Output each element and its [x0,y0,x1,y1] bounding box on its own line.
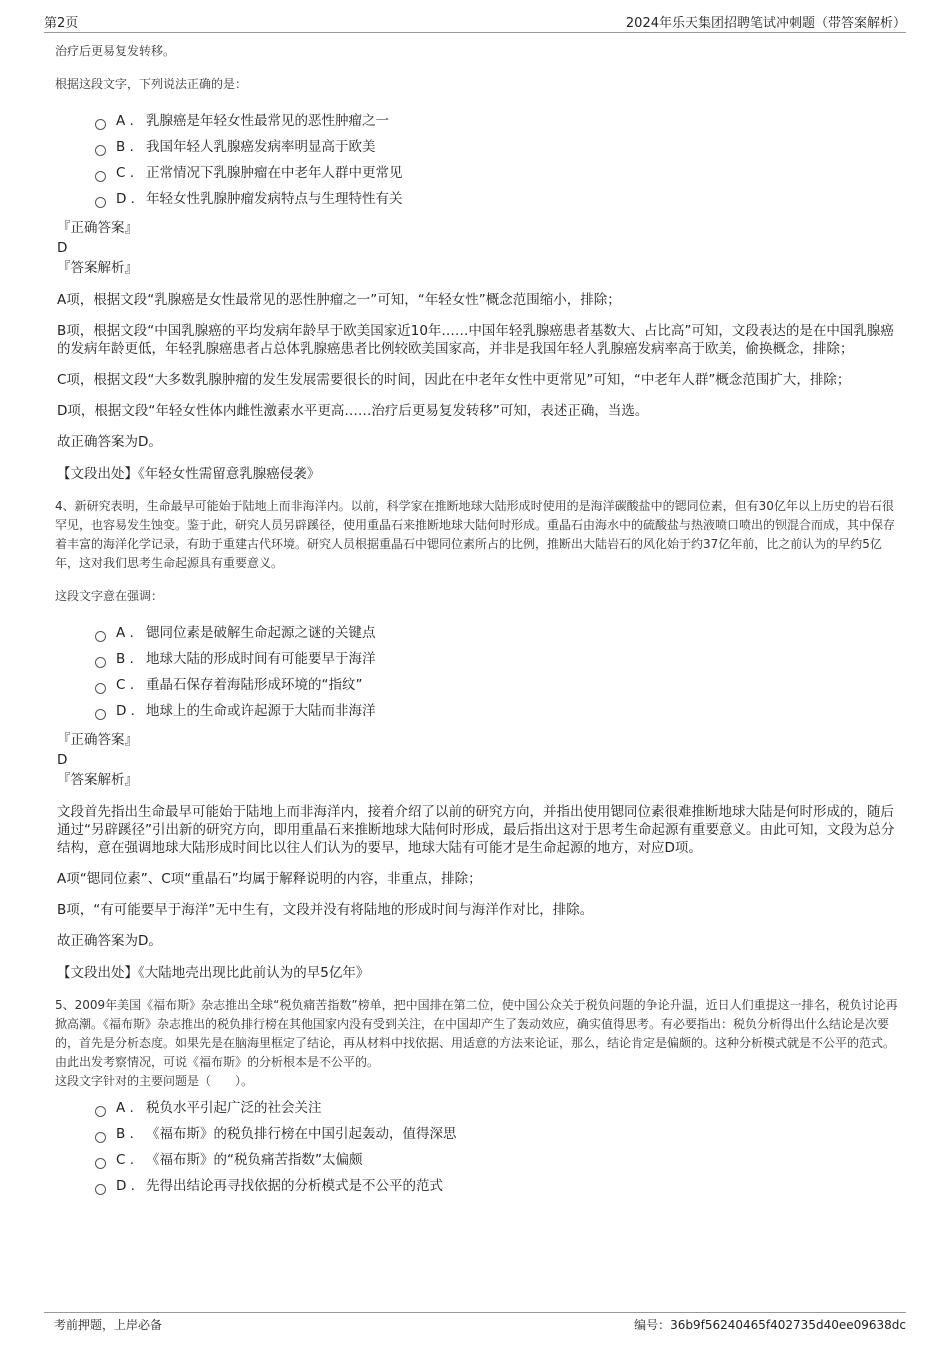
radio-icon[interactable] [95,683,106,694]
q4-analysis-label: 『答案解析』 [57,772,138,788]
q5-options [95,1095,900,1199]
q4-option-d[interactable]: D . 地球上的生命或许起源于大陆而非海洋 [95,698,900,724]
q4-options [95,620,900,724]
q3-option-b[interactable]: B . 我国年轻人乳腺癌发病率明显高于欧美 [95,134,900,160]
q4-analysis-main: 文段首先指出生命最早可能始于陆地上而非海洋内，接着介绍了以前的研究方向，并指出使用锶同位素很难推断地球大陆是何时形成的，随后通过“另辟蹊径”引出新的研究方向，即用重晶石来推断地球大陆何时形成，最后指出这对于思考生命起源有重要意义。由此可知，文段为总分结构，意在强调地球大陆形成时间比以往人们认为的要早，地球大陆有可能才是生命起源的地方，对应D项。 [57,804,895,856]
radio-icon[interactable] [95,119,106,130]
q5-prompt: 这段文字针对的主要问题是（ ）。 [55,1074,254,1088]
q3-analysis-d: D项，根据文段“年轻女性体内雌性激素水平更高……治疗后更易复发转移”可知，表述正确，当选。 [57,403,649,419]
document-title: 2024年乐天集团招聘笔试冲刺题（带答案解析） [625,16,906,31]
q3-prompt: 根据这段文字，下列说法正确的是： [55,77,248,91]
q4-source: 【文段出处】《大陆地壳出现比此前认为的早5亿年》 [57,965,370,981]
q5-option-a[interactable]: A . 税负水平引起广泛的社会关注 [95,1095,900,1121]
radio-icon[interactable] [95,1184,106,1195]
q3-conclusion: 故正确答案为D。 [57,434,162,450]
q3-option-a[interactable]: A . 乳腺癌是年轻女性最常见的恶性肿瘤之一 [95,108,900,134]
radio-icon[interactable] [95,1132,106,1143]
radio-icon[interactable] [95,1106,106,1117]
q4-answer: D [57,752,68,768]
radio-icon[interactable] [95,631,106,642]
radio-icon[interactable] [95,171,106,182]
q4-answer-label: 『正确答案』 [57,732,138,748]
q3-option-c[interactable]: C . 正常情况下乳腺肿瘤在中老年人群中更常见 [95,160,900,186]
q4-stem: 4、新研究表明，生命最早可能始于陆地上而非海洋内。以前，科学家在推断地球大陆形成时使用的是海洋碳酸盐中的锶同位素，但有30亿年以上历史的岩石很罕见，也容易发生蚀变。鉴于此，研究人员另辟蹊径，使用重晶石来推断地球大陆何时形成。重晶石由海水中的硫酸盐与热液喷口喷出的钡混合而成，其中保存着丰富的海洋化学记录，有助于重建古代环境。研究人员根据重晶石中锶同位素所占的比例，推断出大陆岩石的风化始于约37亿年前，比之前认为的早约5亿年，这对我们思考生命起源具有重要意义。 [55,499,896,570]
q5-stem: 5、2009年美国《福布斯》杂志推出全球“税负痛苦指数”榜单，把中国排在第二位，使中国公众关于税负问题的争论升温，近日人们重提这一排名，税负讨论再掀高潮。《福布斯》杂志推出的税负排行榜在其他国家内没有受到关注，在中国却产生了轰动效应，确实值得思考。有必要指出：税负分析得出什么结论是次要的，首先是分析态度。如果先是在脑海里框定了结论，再从材料中找依据、用适意的方法来论证，那么，结论肯定是偏颇的。这种分析模式就是不公平的范式。由此出发考察情况，可说《福布斯》的分析根本是不公平的。 [55,998,898,1069]
page-header [44,12,906,33]
q4-analysis-ac: A项“锶同位素”、C项“重晶石”均属于解释说明的内容，非重点，排除； [57,871,482,887]
q5-option-d[interactable]: D . 先得出结论再寻找依据的分析模式是不公平的范式 [95,1173,900,1199]
q3-source: 【文段出处】《年轻女性需留意乳腺癌侵袭》 [57,466,321,482]
radio-icon[interactable] [95,657,106,668]
q3-answer-label: 『正确答案』 [57,220,138,236]
q4-option-b[interactable]: B . 地球大陆的形成时间有可能要早于海洋 [95,646,900,672]
q3-analysis-a: A项，根据文段“乳腺癌是女性最常见的恶性肿瘤之一”可知，“年轻女性”概念范围缩小，排除； [57,292,621,308]
q4-analysis-b: B项，“有可能要早于海洋”无中生有，文段并没有将陆地的形成时间与海洋作对比，排除。 [57,902,594,918]
footer-slogan: 考前押题，上岸必备 [54,1318,163,1332]
q5-option-b[interactable]: B . 《福布斯》的税负排行榜在中国引起轰动，值得深思 [95,1121,900,1147]
q4-option-a[interactable]: A . 锶同位素是破解生命起源之谜的关键点 [95,620,900,646]
q4-prompt: 这段文字意在强调： [55,589,164,603]
q4-option-c[interactable]: C . 重晶石保存着海陆形成环境的“指纹” [95,672,900,698]
q5-option-c[interactable]: C . 《福布斯》的“税负痛苦指数”太偏颇 [95,1147,900,1173]
q3-analysis-label: 『答案解析』 [57,260,138,276]
q4-conclusion: 故正确答案为D。 [57,933,162,949]
page-number: 第2页 [44,16,79,31]
q3-options [95,108,900,212]
q3-answer: D [57,240,68,256]
radio-icon[interactable] [95,1158,106,1169]
q3-analysis-b: B项，根据文段“中国乳腺癌的平均发病年龄早于欧美国家近10年……中国年轻乳腺癌患者基数大、占比高”可知，文段表达的是在中国乳腺癌的发病年龄更低，年轻乳腺癌患者占总体乳腺癌患者比例较欧美国家高，并非是我国年轻人乳腺癌发病率高于欧美，偷换概念，排除； [57,323,894,357]
q3-option-d[interactable]: D . 年轻女性乳腺肿瘤发病特点与生理特性有关 [95,186,900,212]
radio-icon[interactable] [95,145,106,156]
q3-analysis-c: C项，根据文段“大多数乳腺肿瘤的发生发展需要很长的时间，因此在中老年女性中更常见”可知，“中老年人群”概念范围扩大，排除； [57,372,851,388]
page-footer [44,1312,906,1332]
radio-icon[interactable] [95,197,106,208]
radio-icon[interactable] [95,709,106,720]
q3-passage-tail: 治疗后更易复发转移。 [55,44,176,58]
page-content [55,42,900,1205]
document-id: 编号：36b9f56240465f402735d40ee09638dc [634,1318,906,1332]
